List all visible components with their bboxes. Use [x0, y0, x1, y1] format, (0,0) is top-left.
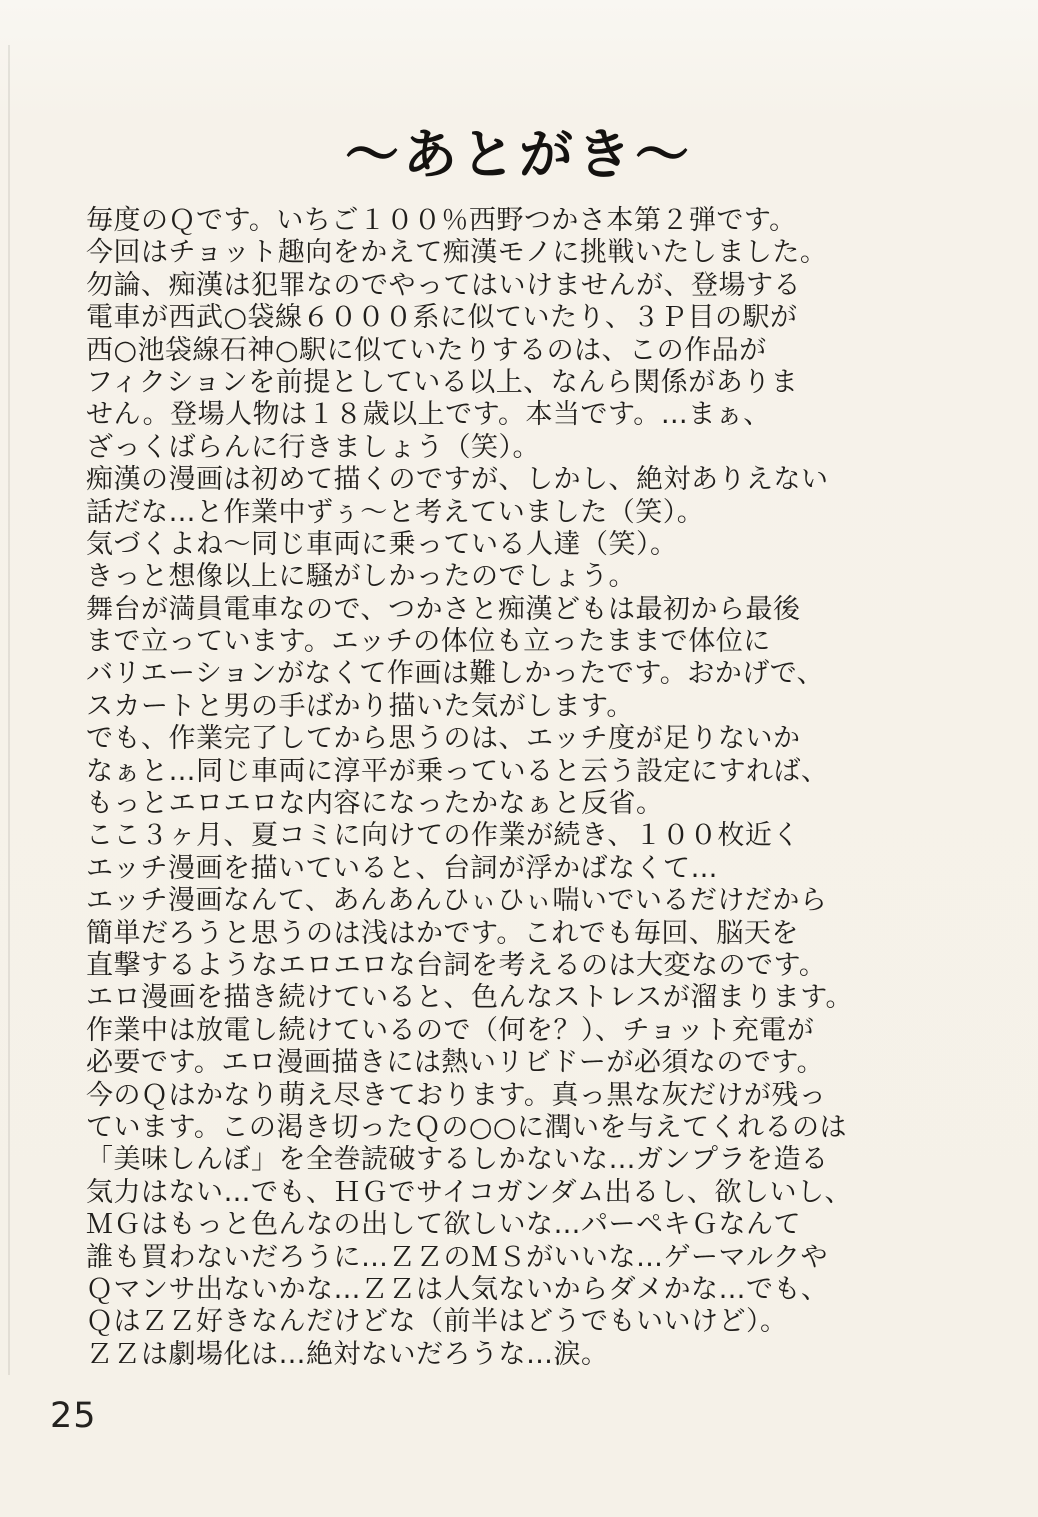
body-line: ＱはＺＺ好きなんだけどな（前半はどうでもいいけど）。	[86, 1306, 788, 1338]
afterword-body	[86, 205, 976, 1371]
body-line: せん。登場人物は１８歳以上です。本当です。…まぁ、	[86, 399, 771, 431]
body-line: 今のＱはかなり萌え尽きております。真っ黒な灰だけが残っ	[86, 1079, 827, 1111]
body-line: 今回はチョット趣向をかえて痴漢モノに挑戦いたしました。	[86, 237, 828, 269]
body-line: でも、作業完了してから思うのは、エッチ度が足りないか	[86, 723, 801, 755]
body-line: エッチ漫画を描いていると、台詞が浮かばなくて…	[86, 852, 718, 884]
body-line: 毎度のＱです。いちご１００％西野つかさ本第２弾です。	[86, 205, 797, 236]
body-line: フィクションを前提としている以上、なんら関係がありま	[86, 366, 799, 398]
body-line: ＭＧはもっと色んなの出して欲しいな…パーペキＧなんて	[86, 1209, 801, 1241]
body-line: 作業中は放電し続けているので（何を？）、チョット充電が	[86, 1014, 815, 1046]
body-line: ＺＺは劇場化は…絶対ないだろうな…涙。	[86, 1338, 609, 1370]
body-line: 直撃するようなエロエロな台詞を考えるのは大変なのです。	[86, 949, 827, 981]
page-number: 25	[50, 1396, 97, 1436]
body-line: 痴漢の漫画は初めて描くのですが、しかし、絶対ありえない	[86, 464, 829, 496]
body-line: 話だな…と作業中ずぅ～と考えていました（笑）。	[86, 496, 705, 528]
body-line: 勿論、痴漢は犯罪なのでやってはいけませんが、登場する	[86, 269, 801, 301]
body-line: 気力はない…でも、ＨＧでサイコガンダム出るし、欲しいし、	[86, 1176, 852, 1208]
page-title: ～あとがき～	[345, 122, 693, 186]
body-line: スカートと男の手ばかり描いた気がします。	[86, 690, 634, 722]
body-line: ています。この渇き切ったＱの○○に潤いを与えてくれるのは	[86, 1111, 847, 1143]
body-line: Ｑマンサ出ないかな…ＺＺは人気ないからダメかな…でも、	[86, 1273, 829, 1305]
body-line: エロ漫画を描き続けていると、色んなストレスが溜まります。	[86, 982, 854, 1014]
body-line: なぁと…同じ車両に淳平が乗っていると云う設定にすれば、	[86, 755, 829, 787]
body-line: 西○池袋線石神○駅に似ていたりするのは、この作品が	[86, 334, 767, 366]
body-line: 電車が西武○袋線６０００系に似ていたり、３Ｐ目の駅が	[86, 302, 798, 334]
body-line: 誰も買わないだろうに…ＺＺのＭＳがいいな…ゲーマルクや	[86, 1241, 828, 1273]
body-line: 必要です。エロ漫画描きには熱いリビドーが必須なのです。	[86, 1047, 825, 1079]
body-line: きっと想像以上に騒がしかったのでしょう。	[86, 561, 636, 593]
body-line: 気づくよね～同じ車両に乗っている人達（笑）。	[86, 528, 678, 560]
body-line: まで立っています。エッチの体位も立ったままで体位に	[86, 626, 771, 658]
body-line: ここ３ヶ月、夏コミに向けての作業が続き、１００枚近く	[86, 820, 800, 852]
body-line: 舞台が満員電車なので、つかさと痴漢どもは最初から最後	[86, 593, 801, 625]
body-line: 簡単だろうと思うのは浅はかです。これでも毎回、脳天を	[86, 917, 799, 949]
body-line: バリエーションがなくて作画は難しかったです。おかげで、	[86, 658, 825, 690]
body-line: ざっくばらんに行きましょう（笑）。	[86, 431, 540, 463]
scan-edge-artifact	[8, 45, 10, 1375]
body-line: 「美味しんぼ」を全巻読破するしかないな…ガンプラを造る	[86, 1144, 829, 1176]
body-line: エッチ漫画なんて、あんあんひぃひぃ喘いでいるだけだから	[86, 885, 828, 917]
body-line: もっとエロエロな内容になったかなぁと反省。	[86, 788, 664, 820]
